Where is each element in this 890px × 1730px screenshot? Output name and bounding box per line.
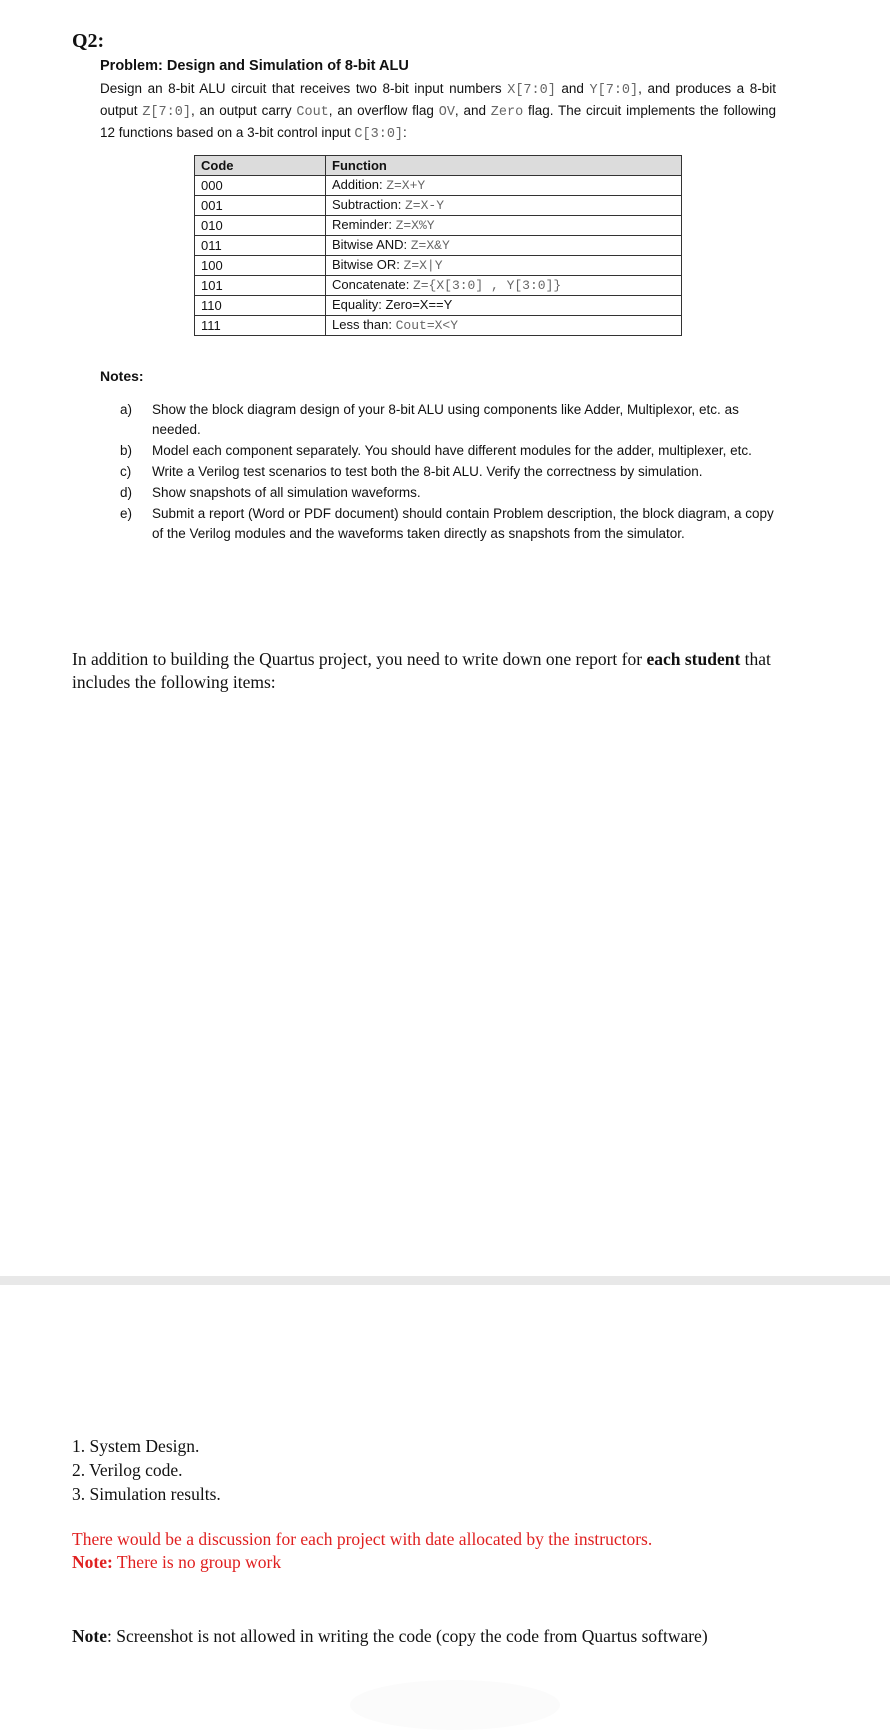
page-divider: [0, 1276, 890, 1285]
table-row: [195, 316, 682, 336]
desc-text: :: [403, 125, 407, 140]
problem-title: Problem: Design and Simulation of 8-bit ALU: [100, 58, 409, 74]
code-cell: 100: [195, 256, 326, 276]
note-letter: d): [120, 485, 133, 500]
desc-text: , and produces a 8-bit output: [100, 81, 776, 118]
discussion-notice: [72, 1528, 652, 1574]
note-label: Note: [72, 1626, 107, 1646]
desc-text: flag. The circuit implements the following 12 functions based on a 3-bit control input: [100, 103, 776, 140]
function-cell: [326, 196, 682, 216]
table-row: [195, 196, 682, 216]
flag-zero: Zero: [490, 105, 524, 120]
code-cell: 001: [195, 196, 326, 216]
code-cell: 111: [195, 316, 326, 336]
code-cell: 101: [195, 276, 326, 296]
report-emphasis: each student: [646, 649, 741, 669]
list-item: 3. Simulation results.: [72, 1484, 221, 1504]
desc-text: , and: [454, 103, 491, 118]
notes-list: [120, 400, 780, 545]
note-letter: e): [120, 506, 133, 521]
function-cell: [326, 256, 682, 276]
function-label: Bitwise AND:: [332, 237, 411, 252]
header-function: Function: [326, 156, 682, 176]
function-cell: [326, 236, 682, 256]
code-cell: 011: [195, 236, 326, 256]
function-label: Bitwise OR:: [332, 257, 404, 272]
function-cell: [326, 296, 682, 316]
note-item: [120, 400, 780, 440]
note-letter: a): [120, 402, 133, 417]
notes-label: Notes:: [100, 368, 144, 384]
report-items-list: [72, 1434, 221, 1506]
header-code: Code: [195, 156, 326, 176]
question-label: Q2:: [72, 30, 105, 52]
function-expr: Z=X&Y: [410, 238, 450, 253]
function-label: Subtraction:: [332, 197, 405, 212]
input-y: Y[7:0]: [589, 83, 639, 98]
note-text: Show snapshots of all simulation waveforms.: [152, 485, 421, 500]
function-label: Concatenate:: [332, 277, 413, 292]
problem-description: [100, 79, 776, 145]
note-text: : Screenshot is not allowed in writing the code (copy the code from Quartus software): [106, 1626, 708, 1646]
screenshot-note: [72, 1626, 708, 1647]
note-text: Show the block diagram design of your 8-bit ALU using components like Adder, Multiplexor, etc. as needed.: [152, 402, 739, 437]
note-letter: c): [120, 464, 132, 479]
note-text: Write a Verilog test scenarios to test both the 8-bit ALU. Verify the correctness by simulation.: [152, 464, 703, 479]
desc-text: , an output carry: [190, 103, 297, 118]
function-expr: Z=X+Y: [386, 178, 426, 193]
function-expr: Z=X%Y: [395, 218, 435, 233]
function-label: Less than:: [332, 317, 396, 332]
report-paragraph: [72, 648, 832, 694]
function-cell: [326, 216, 682, 236]
code-cell: 000: [195, 176, 326, 196]
note-item: [120, 504, 780, 544]
table-row: [195, 296, 682, 316]
function-label: Reminder:: [332, 217, 396, 232]
page-smudge: [350, 1680, 560, 1730]
note-item: [120, 441, 780, 461]
output-cout: Cout: [296, 105, 329, 120]
output-z: Z[7:0]: [142, 105, 191, 120]
note-label: Note:: [72, 1552, 113, 1572]
desc-text: Design an 8-bit ALU circuit that receives two 8-bit input numbers: [100, 81, 508, 96]
desc-text: , an overflow flag: [328, 103, 439, 118]
table-row: [195, 216, 682, 236]
function-cell: [326, 316, 682, 336]
function-expr: Z=X-Y: [405, 198, 445, 213]
note-letter: b): [120, 443, 133, 458]
function-expr: Cout=X<Y: [395, 318, 459, 333]
note-text: There is no group work: [112, 1552, 282, 1572]
function-label: Equality: Zero=X==Y: [332, 297, 453, 312]
code-cell: 110: [195, 296, 326, 316]
note-item: [120, 483, 780, 503]
control-c: C[3:0]: [354, 127, 404, 142]
table-row: [195, 236, 682, 256]
note-text: Model each component separately. You should have different modules for the adder, multiplexer, etc.: [152, 443, 752, 458]
function-cell: [326, 176, 682, 196]
table-row: [195, 276, 682, 296]
input-x: X[7:0]: [507, 83, 556, 98]
function-expr: Z={X[3:0] , Y[3:0]}: [412, 278, 562, 293]
table-row: [195, 176, 682, 196]
report-text: that includes the following items:: [72, 649, 771, 692]
note-item: [120, 462, 780, 482]
function-cell: [326, 276, 682, 296]
list-item: 2. Verilog code.: [72, 1460, 183, 1480]
note-text: Submit a report (Word or PDF document) should contain Problem description, the block diagram, a copy of the Verilog modules and the waveforms taken directly as snapshots from the simulator.: [152, 506, 774, 541]
discussion-text: There would be a discussion for each project with date allocated by the instructors.: [72, 1529, 653, 1549]
table-row: [195, 256, 682, 276]
flag-ov: OV: [438, 105, 455, 120]
report-text: In addition to building the Quartus project, you need to write down one report for: [72, 649, 647, 669]
table-header-row: [195, 156, 682, 176]
list-item: 1. System Design.: [72, 1436, 200, 1456]
code-cell: 010: [195, 216, 326, 236]
function-label: Addition:: [332, 177, 387, 192]
function-expr: Z=X|Y: [403, 258, 443, 273]
desc-text: and: [555, 81, 590, 96]
group-work-note: [72, 1551, 652, 1574]
function-table: [194, 155, 682, 336]
